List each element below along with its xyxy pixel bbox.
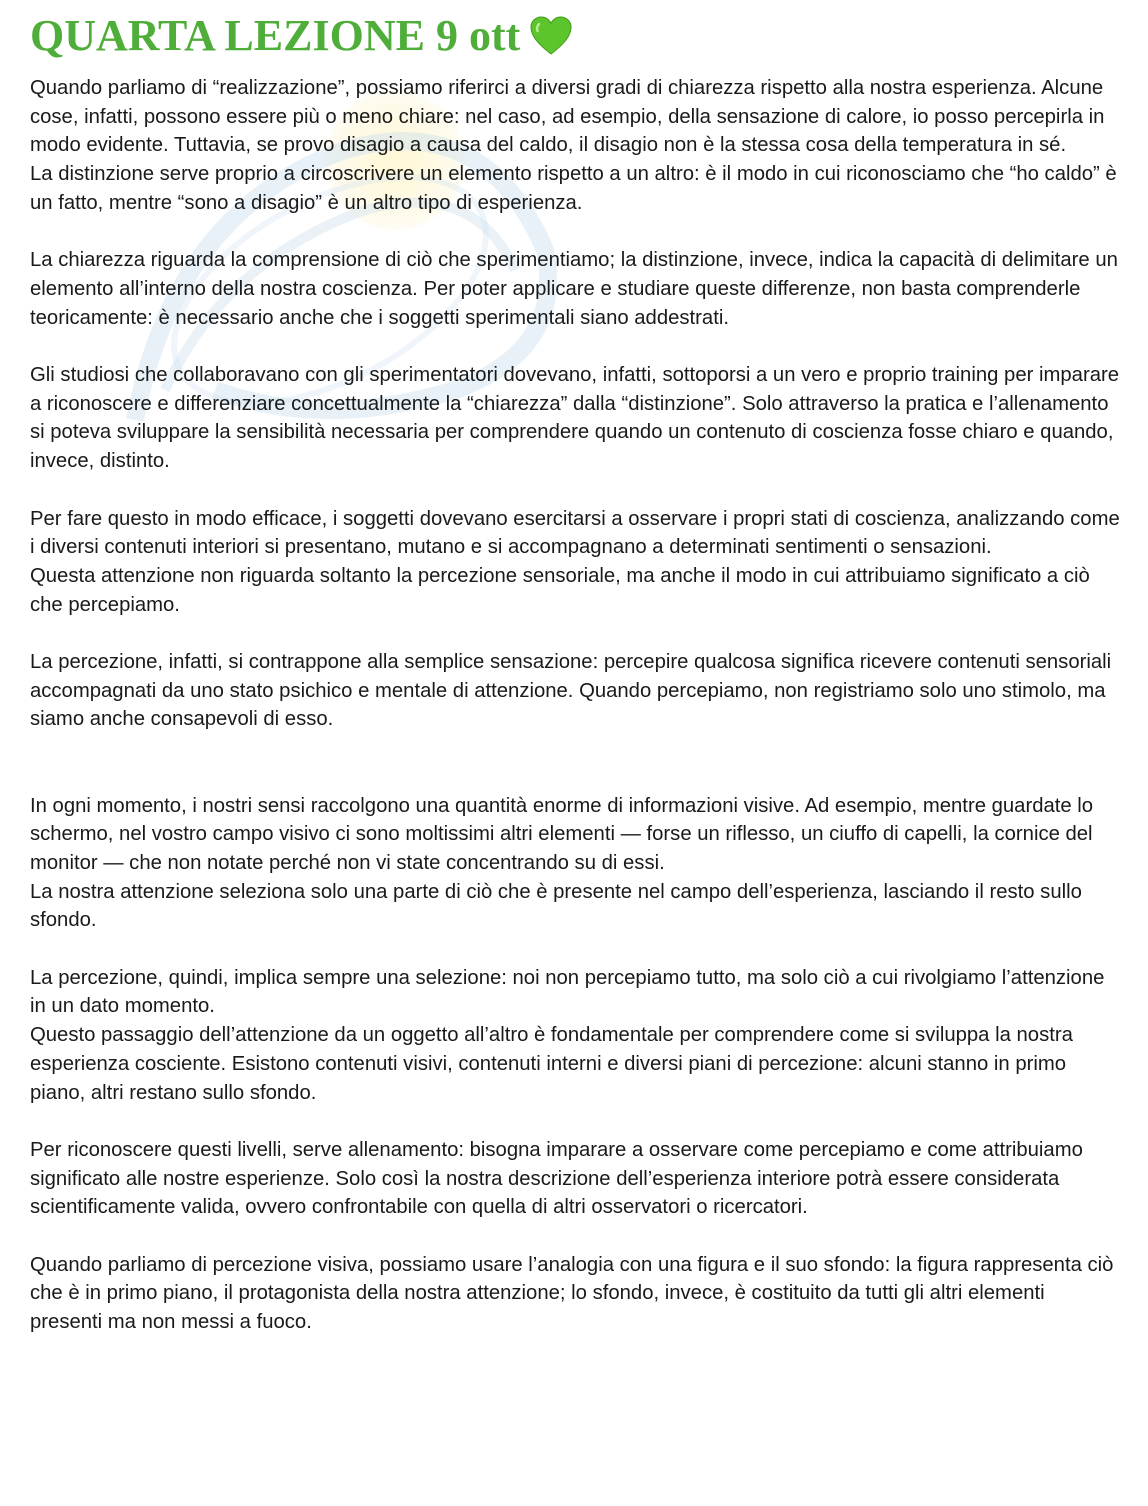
page-title (30, 8, 1120, 70)
paragraph: Gli studiosi che collaboravano con gli sperimentatori dovevano, infatti, sottoporsi a un vero e proprio training per imparare a riconoscere e differenziare concettualmente la “chiarezza” dalla “distinzione”. Solo attraverso la pratica e l’allenamento si poteva sviluppare la sensibilità necessaria per comprendere quando un contenuto di coscienza fosse chiaro e quando, invece, distinto. (30, 364, 1120, 473)
paragraph: Questo passaggio dell’attenzione da un oggetto all’altro è fondamentale per comprendere come si sviluppa la nostra esperienza cosciente. Esistono contenuti visivi, contenuti interni e diversi piani di percezione: alcuni stanno in primo piano, altri restano sullo sfondo. (30, 1024, 1073, 1104)
paragraph: Questa attenzione non riguarda soltanto la percezione sensoriale, ma anche il modo in cui attribuiamo significato a ciò che percepiamo. (30, 564, 1090, 616)
paragraph: La percezione, infatti, si contrappone alla semplice sensazione: percepire qualcosa significa ricevere contenuti sensoriali accompagnati da uno stato psichico e mentale di attenzione. Quando percepiamo, non registriamo solo uno stimolo, ma siamo anche consapevoli di esso. (30, 651, 1112, 731)
document-body (30, 74, 1120, 1337)
paragraph: La percezione, quindi, implica sempre una selezione: noi non percepiamo tutto, ma solo ciò a cui rivolgiamo l’attenzione in un dato momento. (30, 966, 1105, 1018)
paragraph: La nostra attenzione seleziona solo una parte di ciò che è presente nel campo dell’esperienza, lasciando il resto sullo sfondo. (30, 880, 1082, 932)
green-heart-icon (530, 14, 572, 70)
paragraph: Per riconoscere questi livelli, serve allenamento: bisogna imparare a osservare come percepiamo e come attribuiamo significato alle nostre esperienze. Solo così la nostra descrizione dell’esperienza interiore potrà essere considerata scientificamente valida, ovvero confrontabile con quella di altri osservatori o ricercatori. (30, 1138, 1083, 1219)
paragraph: La chiarezza riguarda la comprensione di ciò che sperimentiamo; la distinzione, invece, indica la capacità di delimitare un elemento all’interno della nostra coscienza. Per poter applicare e studiare queste differenze, non basta comprenderle teoricamente: è necessario anche che i soggetti sperimentali siano addestrati. (30, 249, 1118, 329)
paragraph: La distinzione serve proprio a circoscrivere un elemento rispetto a un altro: è il modo in cui riconosciamo che “ho caldo” è un fatto, mentre “sono a disagio” è un altro tipo di esperienza. (30, 163, 1117, 214)
paragraph: Per fare questo in modo efficace, i soggetti dovevano esercitarsi a osservare i propri stati di coscienza, analizzando come i diversi contenuti interiori si presentano, mutano e si accompagnano a determinati sentimenti o sensazioni. (30, 507, 1120, 559)
document-page (30, 0, 1120, 1337)
page-title-text: QUARTA LEZIONE 9 ott (30, 11, 521, 60)
paragraph: Quando parliamo di percezione visiva, possiamo usare l’analogia con una figura e il suo sfondo: la figura rappresenta ciò che è in primo piano, il protagonista della nostra attenzione; lo sfondo, invece, è costituito da tutti gli altri elementi presenti ma non messi a fuoco. (30, 1253, 1114, 1334)
paragraph: In ogni momento, i nostri sensi raccolgono una quantità enorme di informazioni visive. Ad esempio, mentre guardate lo schermo, nel vostro campo visivo ci sono moltissimi altri elementi — forse un riflesso, un ciuffo di capelli, la cornice del monitor — che non notate perché non vi state concentrando su di essi. (30, 794, 1094, 874)
paragraph: Quando parliamo di “realizzazione”, possiamo riferirci a diversi gradi di chiarezza rispetto alla nostra esperienza. Alcune cose, infatti, possono essere più o meno chiare: nel caso, ad esempio, della sensazione di calore, io posso percepirla in modo evidente. Tuttavia, se provo disagio a causa del caldo, il disagio non è la stessa cosa della temperatura in sé. (30, 77, 1105, 157)
